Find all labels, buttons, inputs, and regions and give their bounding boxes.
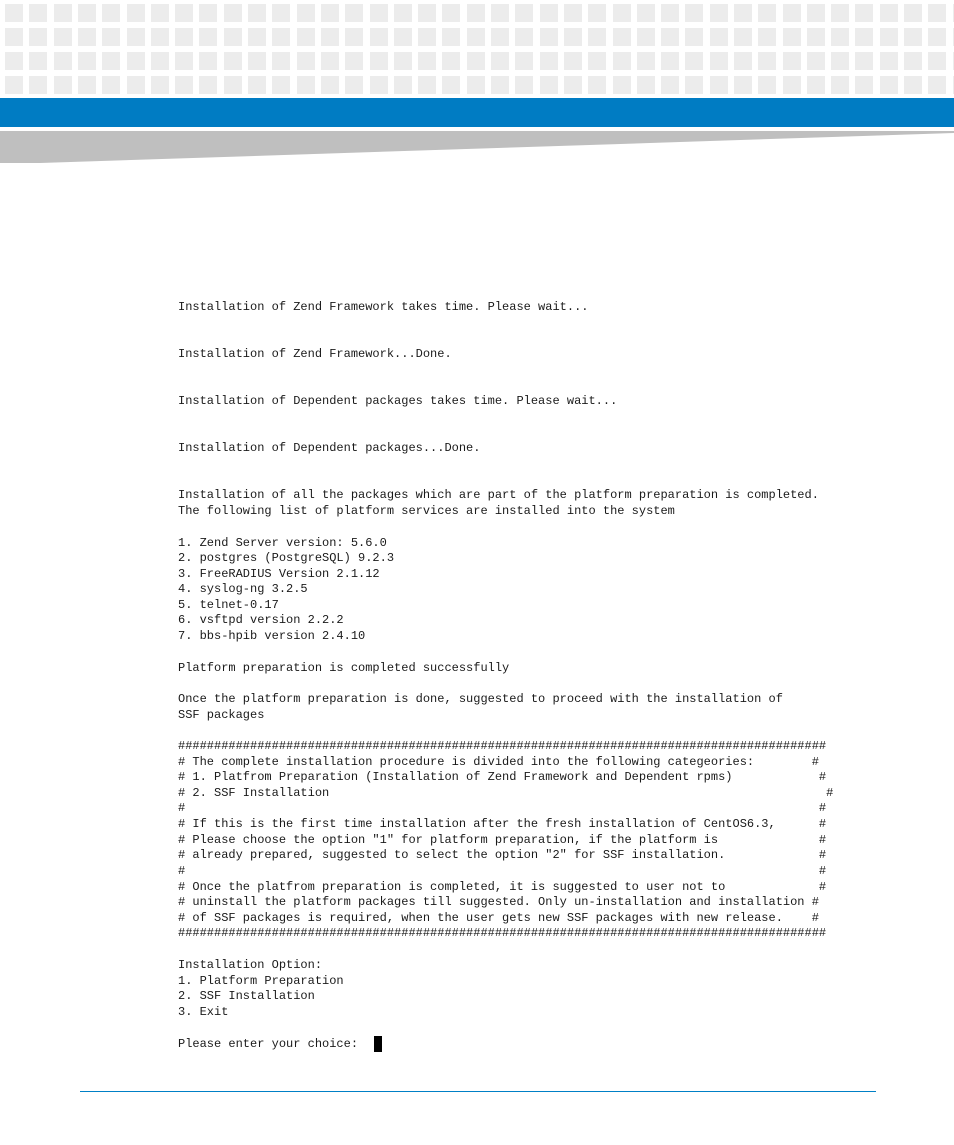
header-tile bbox=[248, 52, 266, 70]
notice-box-line: # of SSF packages is required, when the user gets new SSF packages with new release. # bbox=[178, 911, 819, 925]
header-tile bbox=[613, 52, 631, 70]
header-tile bbox=[345, 4, 363, 22]
header-tile bbox=[394, 76, 412, 94]
header-tile bbox=[564, 28, 582, 46]
terminal-line: Installation of all the packages which are part of the platform preparation is completed. bbox=[178, 488, 819, 502]
header-tile bbox=[199, 4, 217, 22]
header-tile bbox=[710, 76, 728, 94]
header-tile bbox=[370, 28, 388, 46]
terminal-line: Installation of Zend Framework...Done. bbox=[178, 347, 452, 361]
notice-box-line: ########################################################################################## bbox=[178, 926, 827, 940]
header-tile bbox=[467, 76, 485, 94]
header-tile bbox=[272, 4, 290, 22]
header-tile bbox=[564, 52, 582, 70]
header-tile bbox=[224, 76, 242, 94]
header-tile bbox=[661, 76, 679, 94]
header-tile bbox=[928, 76, 946, 94]
header-tile bbox=[831, 28, 849, 46]
header-tile bbox=[540, 4, 558, 22]
header-tile bbox=[418, 76, 436, 94]
header-tile bbox=[637, 52, 655, 70]
header-tile bbox=[5, 4, 23, 22]
service-list-item: 1. Zend Server version: 5.6.0 bbox=[178, 536, 387, 550]
service-list-item: 6. vsftpd version 2.2.2 bbox=[178, 613, 344, 627]
header-tile bbox=[540, 28, 558, 46]
header-tile bbox=[880, 52, 898, 70]
header-tile bbox=[370, 76, 388, 94]
header-tile bbox=[345, 28, 363, 46]
header-tile bbox=[564, 4, 582, 22]
header-tile bbox=[151, 52, 169, 70]
header-tile bbox=[734, 28, 752, 46]
header-tile bbox=[855, 4, 873, 22]
notice-box-line: # # bbox=[178, 864, 827, 878]
header-tile bbox=[831, 4, 849, 22]
menu-heading: Installation Option: bbox=[178, 958, 323, 972]
header-tile bbox=[807, 4, 825, 22]
header-tile bbox=[272, 52, 290, 70]
header-tile bbox=[442, 52, 460, 70]
header-tile bbox=[710, 52, 728, 70]
notice-box-line: # uninstall the platform packages till suggested. Only un-installation and installation # bbox=[178, 895, 819, 909]
header-tile bbox=[394, 52, 412, 70]
header-tile bbox=[515, 76, 533, 94]
terminal-line: Platform preparation is completed successfully bbox=[178, 661, 510, 675]
notice-box-line: # already prepared, suggested to select the option "2" for SSF installation. # bbox=[178, 848, 827, 862]
choice-prompt[interactable]: Please enter your choice: bbox=[178, 1037, 359, 1051]
header-tile bbox=[588, 76, 606, 94]
header-tile bbox=[321, 76, 339, 94]
header-tile bbox=[224, 28, 242, 46]
notice-box-line: # 2. SSF Installation # bbox=[178, 786, 834, 800]
footer-rule bbox=[80, 1091, 876, 1092]
header-tile bbox=[175, 28, 193, 46]
header-tile bbox=[491, 4, 509, 22]
header-tile bbox=[904, 28, 922, 46]
text-cursor bbox=[374, 1036, 382, 1052]
header-tile bbox=[78, 4, 96, 22]
notice-box-line: # Please choose the option "1" for platform preparation, if the platform is # bbox=[178, 833, 827, 847]
header-tile bbox=[807, 52, 825, 70]
header-tile bbox=[5, 52, 23, 70]
header-tile bbox=[442, 76, 460, 94]
header-tile bbox=[613, 28, 631, 46]
header-tile bbox=[855, 28, 873, 46]
header-tile bbox=[661, 4, 679, 22]
service-list-item: 7. bbs-hpib version 2.4.10 bbox=[178, 629, 366, 643]
header-tile bbox=[321, 28, 339, 46]
header-tile bbox=[151, 76, 169, 94]
header-tile bbox=[831, 52, 849, 70]
header-tile bbox=[127, 28, 145, 46]
header-tile bbox=[588, 4, 606, 22]
header-tile bbox=[807, 28, 825, 46]
header-tile bbox=[855, 76, 873, 94]
header-tile bbox=[199, 28, 217, 46]
header-tile bbox=[345, 76, 363, 94]
header-tile bbox=[321, 4, 339, 22]
header-tile bbox=[394, 28, 412, 46]
header-tile bbox=[321, 52, 339, 70]
header-tile bbox=[175, 52, 193, 70]
header-tile bbox=[370, 4, 388, 22]
header-tile bbox=[758, 4, 776, 22]
header-tile bbox=[613, 76, 631, 94]
header-tile bbox=[515, 52, 533, 70]
header-tile bbox=[54, 52, 72, 70]
header-tile bbox=[904, 4, 922, 22]
notice-box-line: # If this is the first time installation after the fresh installation of CentOS6.3, # bbox=[178, 817, 827, 831]
notice-box-line: # # bbox=[178, 801, 827, 815]
terminal-line: Installation of Dependent packages takes time. Please wait... bbox=[178, 394, 618, 408]
header-tile bbox=[491, 28, 509, 46]
header-tile bbox=[175, 76, 193, 94]
header-tile bbox=[685, 76, 703, 94]
header-tile bbox=[661, 52, 679, 70]
header-tile bbox=[345, 52, 363, 70]
header-tile bbox=[175, 4, 193, 22]
header-tile bbox=[5, 28, 23, 46]
header-tile bbox=[418, 4, 436, 22]
header-tile bbox=[297, 4, 315, 22]
header-tile bbox=[758, 52, 776, 70]
terminal-line: The following list of platform services are installed into the system bbox=[178, 504, 675, 518]
header-tile bbox=[928, 4, 946, 22]
header-tile bbox=[758, 28, 776, 46]
header-tile bbox=[928, 52, 946, 70]
header-tile bbox=[224, 52, 242, 70]
header-tile bbox=[248, 76, 266, 94]
header-tile bbox=[734, 76, 752, 94]
header-tile bbox=[297, 52, 315, 70]
header-tile bbox=[588, 52, 606, 70]
header-tile bbox=[297, 28, 315, 46]
header-tile bbox=[831, 76, 849, 94]
header-tile bbox=[370, 52, 388, 70]
header-tile bbox=[78, 76, 96, 94]
header-tile bbox=[199, 76, 217, 94]
header-tile bbox=[491, 76, 509, 94]
service-list-item: 3. FreeRADIUS Version 2.1.12 bbox=[178, 567, 380, 581]
header-tile bbox=[855, 52, 873, 70]
header-tile bbox=[685, 4, 703, 22]
header-tile bbox=[102, 4, 120, 22]
header-tile bbox=[904, 52, 922, 70]
header-tile bbox=[467, 28, 485, 46]
menu-option: 3. Exit bbox=[178, 1005, 229, 1019]
service-list-item: 4. syslog-ng 3.2.5 bbox=[178, 582, 308, 596]
header-tile bbox=[442, 4, 460, 22]
service-list-item: 2. postgres (PostgreSQL) 9.2.3 bbox=[178, 551, 395, 565]
notice-box-line: ########################################################################################## bbox=[178, 739, 827, 753]
header-tile bbox=[783, 28, 801, 46]
header-tile bbox=[710, 4, 728, 22]
notice-box-line: # Once the platfrom preparation is completed, it is suggested to user not to # bbox=[178, 880, 827, 894]
header-tile bbox=[588, 28, 606, 46]
header-tile bbox=[5, 76, 23, 94]
header-tile bbox=[54, 4, 72, 22]
header-tile bbox=[199, 52, 217, 70]
header-tile bbox=[880, 4, 898, 22]
header-tile bbox=[248, 4, 266, 22]
terminal-line: Once the platform preparation is done, suggested to proceed with the installation of bbox=[178, 692, 783, 706]
header-tile bbox=[928, 28, 946, 46]
terminal-line: SSF packages bbox=[178, 708, 265, 722]
header-tile bbox=[272, 28, 290, 46]
header-tile bbox=[783, 52, 801, 70]
header-tile bbox=[102, 76, 120, 94]
header-tile bbox=[442, 28, 460, 46]
header-tile bbox=[515, 28, 533, 46]
header-tile bbox=[734, 52, 752, 70]
header-tile bbox=[54, 76, 72, 94]
terminal-line: Installation of Zend Framework takes time. Please wait... bbox=[178, 300, 589, 314]
terminal-line: Installation of Dependent packages...Done. bbox=[178, 441, 481, 455]
header-tile bbox=[710, 28, 728, 46]
header-tile bbox=[127, 76, 145, 94]
header-tile bbox=[297, 76, 315, 94]
header-tile bbox=[637, 4, 655, 22]
header-tile bbox=[783, 4, 801, 22]
header-tile bbox=[127, 52, 145, 70]
header-grey-wedge bbox=[0, 131, 954, 163]
header-tile bbox=[904, 76, 922, 94]
header-tile bbox=[29, 76, 47, 94]
header-tile bbox=[685, 28, 703, 46]
header-tile bbox=[102, 52, 120, 70]
header-tile bbox=[807, 76, 825, 94]
header-tile bbox=[540, 52, 558, 70]
header-tile bbox=[272, 76, 290, 94]
header-tile bbox=[880, 28, 898, 46]
header-tile bbox=[734, 4, 752, 22]
header-blue-band bbox=[0, 98, 954, 127]
header-tile bbox=[637, 28, 655, 46]
header-tile bbox=[151, 4, 169, 22]
header-tile-pattern bbox=[0, 0, 954, 96]
header-tile bbox=[29, 4, 47, 22]
header-tile bbox=[685, 52, 703, 70]
menu-option: 2. SSF Installation bbox=[178, 989, 315, 1003]
service-list-item: 5. telnet-0.17 bbox=[178, 598, 279, 612]
header-tile bbox=[564, 76, 582, 94]
header-tile bbox=[783, 76, 801, 94]
header-tile bbox=[515, 4, 533, 22]
header-tile bbox=[418, 28, 436, 46]
header-tile bbox=[29, 28, 47, 46]
header-tile bbox=[78, 28, 96, 46]
header-tile bbox=[467, 52, 485, 70]
header-tile bbox=[127, 4, 145, 22]
header-tile bbox=[248, 28, 266, 46]
header-tile bbox=[758, 76, 776, 94]
header-tile bbox=[102, 28, 120, 46]
menu-option: 1. Platform Preparation bbox=[178, 974, 344, 988]
notice-box-line: # 1. Platfrom Preparation (Installation of Zend Framework and Dependent rpms) # bbox=[178, 770, 827, 784]
header-tile bbox=[29, 52, 47, 70]
header-tile bbox=[467, 4, 485, 22]
header-tile bbox=[540, 76, 558, 94]
header-tile bbox=[613, 4, 631, 22]
header-tile bbox=[78, 52, 96, 70]
header-tile bbox=[394, 4, 412, 22]
header-tile bbox=[491, 52, 509, 70]
notice-box-line: # The complete installation procedure is divided into the following categeories: # bbox=[178, 755, 819, 769]
header-tile bbox=[54, 28, 72, 46]
header-tile bbox=[418, 52, 436, 70]
header-tile bbox=[880, 76, 898, 94]
header-tile bbox=[637, 76, 655, 94]
header-tile bbox=[151, 28, 169, 46]
header-tile bbox=[224, 4, 242, 22]
header-tile bbox=[661, 28, 679, 46]
